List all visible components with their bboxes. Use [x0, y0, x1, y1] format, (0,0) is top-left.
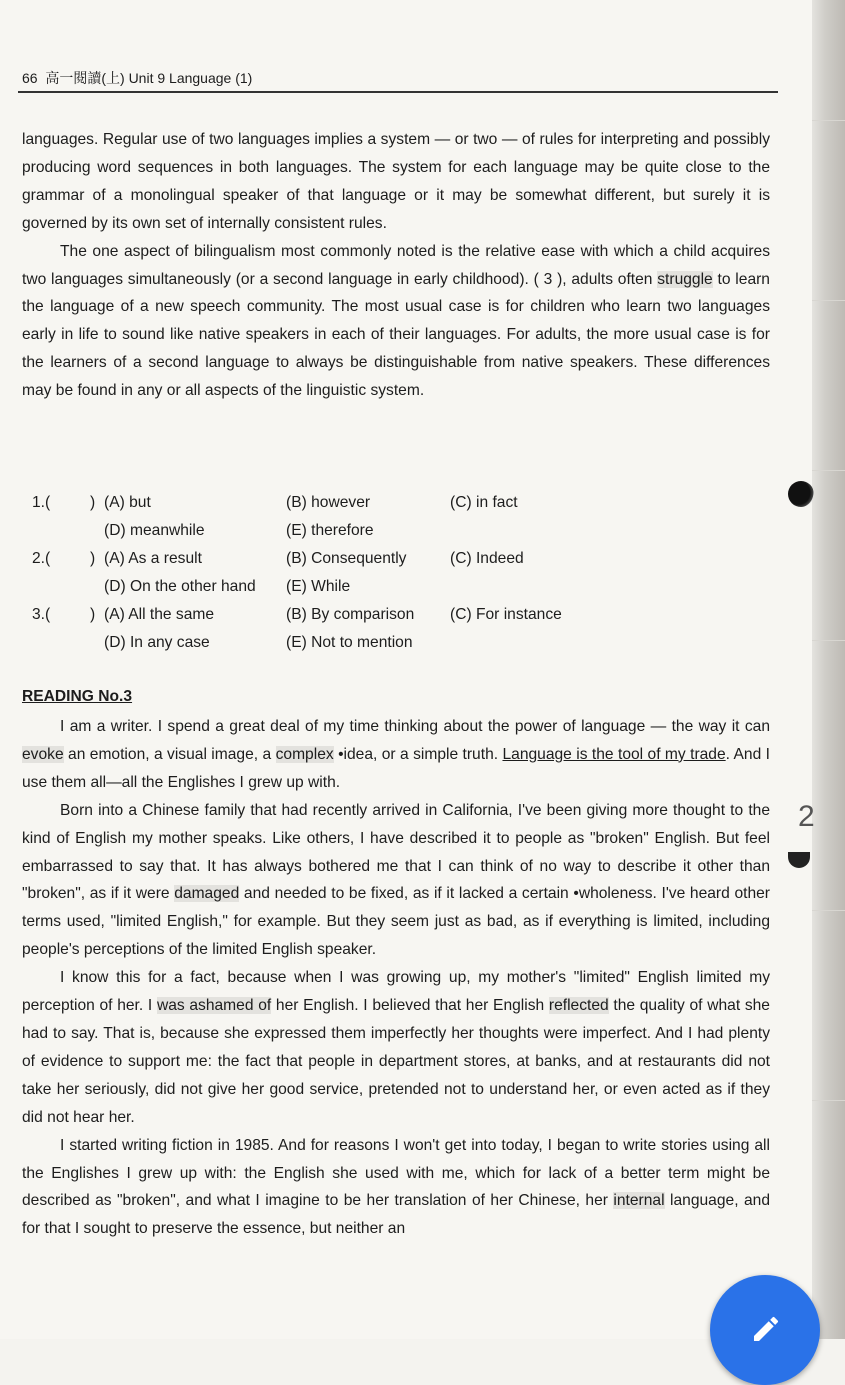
header-rule [18, 91, 778, 93]
reading3-paragraph-3: I know this for a fact, because when I was growing up, my mother's "limited" English limited my perception of her. I was ashamed of her English. I believed that her English reflected the quality of what she had to say. That is, because she expressed them imperfectly her thoughts were imperfect. And I had plenty of evidence to support me: the fact that people in department stores, at banks, and at restaurants did not take her seriously, did not give her good service, pretended not to understand her, or even acted as if they did not hear her. [22, 969, 770, 1126]
passage1-paragraph-1: languages. Regular use of two languages implies a system — or two — of rules for interpreting and possibly producing word sequences in both languages. The system for each language may be quite close to the grammar of a monolingual speaker of that language or it may be somewhat different, but surely it is governed by its own set of internally consistent rules. [22, 131, 770, 232]
unit-title: 高一閱讀(上) Unit 9 Language (1) [45, 70, 253, 86]
page-stack-edge [812, 0, 845, 1339]
binder-hole-icon [788, 481, 814, 507]
highlight-internal: internal [613, 1192, 665, 1210]
page-header [22, 68, 252, 88]
highlight-ashamed: was ashamed of [156, 997, 272, 1015]
scanned-page: 66 高一閱讀(上) Unit 9 Language (1) languages. Regular use of two languages implies a system — or two — of rules for interpreting and possibly producing word sequences in both languages. The system for each language may be quite close to the grammar of a monolingual speaker of that language or it may be somewhat different, but surely it is governed by its own set of internally consistent rules. The one aspect of bilingualism most commonly noted is the relative ease with which a child acquires two languages simultaneously (or a second language in early childhood). ( 3 ), adults often struggle to learn the language of a new speech community. The most usual case is for children who learn two languages early in life to sound like native speakers in each of their languages. For adults, the more usual case is for the learners of a second language to always be distinguishable from native speakers. These differences may be found in any or all aspects of the linguistic system. 1.( ) (A) but (B) however (C) in fact (D) meanwhile (E) therefore 2.( ) (A) As a result (B) Consequently (C) Indeed (D) On the other hand (E) While 3.( ) (A) All the same (B) By comparison (C) For instance (D) In any case (E) Not to mention READING No.3 I am a writer. I spend a great deal of my time thinking about the power of language — the way it can evoke an emotion, a visual image, a complex •idea, or a simple truth. Language is the tool of my trade. And I use them all—all the Englishes I grew up with. Born into a Chinese family that had recently arrived in California, I've been giving more thought to the kind of English my mother speaks. Like others, I have described it to people as "broken" English. But feel embarrassed to say that. It has always bothered me that I can think of no way to describe it other than "broken", as if it were damaged and needed to be fixed, as if it lacked a certain •wholeness. I've heard other terms used, "limited English," for example. But they seem just as bad, as if everything is limited, including people's perceptions of the limited English speaker. I know this for a fact, because when I was growing up, my mother's "limited" English limited my perception of her. I was ashamed of her English. I believed that her English reflected the quality of what she had to say. That is, because she expressed them imperfectly her thoughts were imperfect. And I had plenty of evidence to support me: the fact that people in department stores, at banks, and at restaurants did not take her seriously, did not give her good service, pretended not to understand her, or even acted as if they did not hear her. I started writing fiction in 1985. And for reasons I won't get into today, I began to write stories using all the Englishes I grew up with: the English she used with me, which for lack of a better term might be described as "broken", and what I imagine to be her translation of her Chinese, her internal language, and for that I sought to preserve the essence, but neither an [0, 0, 812, 1339]
reading3-paragraph-1: I am a writer. I spend a great deal of my time thinking about the power of language — the way it can evoke an emotion, a visual image, a complex •idea, or a simple truth. Language is the tool of my trade. And I use them all—all the Englishes I grew up with. [22, 718, 771, 791]
reading-3-body [22, 713, 770, 1243]
reading3-paragraph-4: I started writing fiction in 1985. And for reasons I won't get into today, I began to write stories using all the Englishes I grew up with: the English she used with me, which for lack of a better term might be described as "broken", and what I imagine to be her translation of her Chinese, her internal language, and for that I sought to preserve the essence, but neither an [22, 1136, 771, 1238]
passage1-paragraph-2: The one aspect of bilingualism most commonly noted is the relative ease with which a child acquires two languages simultaneously (or a second language in early childhood). ( 3 ), adults often struggle to learn the language of a new speech community. The most usual case is for children who learn two languages early in life to sound like native speakers in each of their languages. For adults, the more usual case is for the learners of a second language to always be distinguishable from native speakers. These differences may be found in any or all aspects of the linguistic system. [22, 242, 770, 400]
highlight-struggle: struggle [657, 270, 713, 288]
pencil-icon [750, 1313, 782, 1345]
reading3-paragraph-2: Born into a Chinese family that had recently arrived in California, I've been giving more thought to the kind of English my mother speaks. Like others, I have described it to people as "broken" English. But feel embarrassed to say that. It has always bothered me that I can think of no way to describe it other than "broken", as if it were damaged and needed to be fixed, as if it lacked a certain •wholeness. I've heard other terms used, "limited English," for example. But they seem just as bad, as if everything is limited, including people's perceptions of the limited English speaker. [22, 801, 770, 959]
page-badge: 2 [798, 800, 815, 833]
highlight-evoke: evoke [22, 745, 64, 763]
highlight-reflected: reflected [548, 997, 609, 1015]
highlight-complex: complex [275, 745, 334, 763]
highlight-damaged: damaged [174, 885, 240, 903]
underlined-phrase: Language is the tool of my trade [502, 745, 726, 763]
reading-3-title: READING No.3 [22, 688, 133, 705]
edit-fab-button[interactable] [710, 1275, 820, 1385]
passage-1 [22, 126, 770, 405]
page-number: 66 [22, 70, 38, 86]
